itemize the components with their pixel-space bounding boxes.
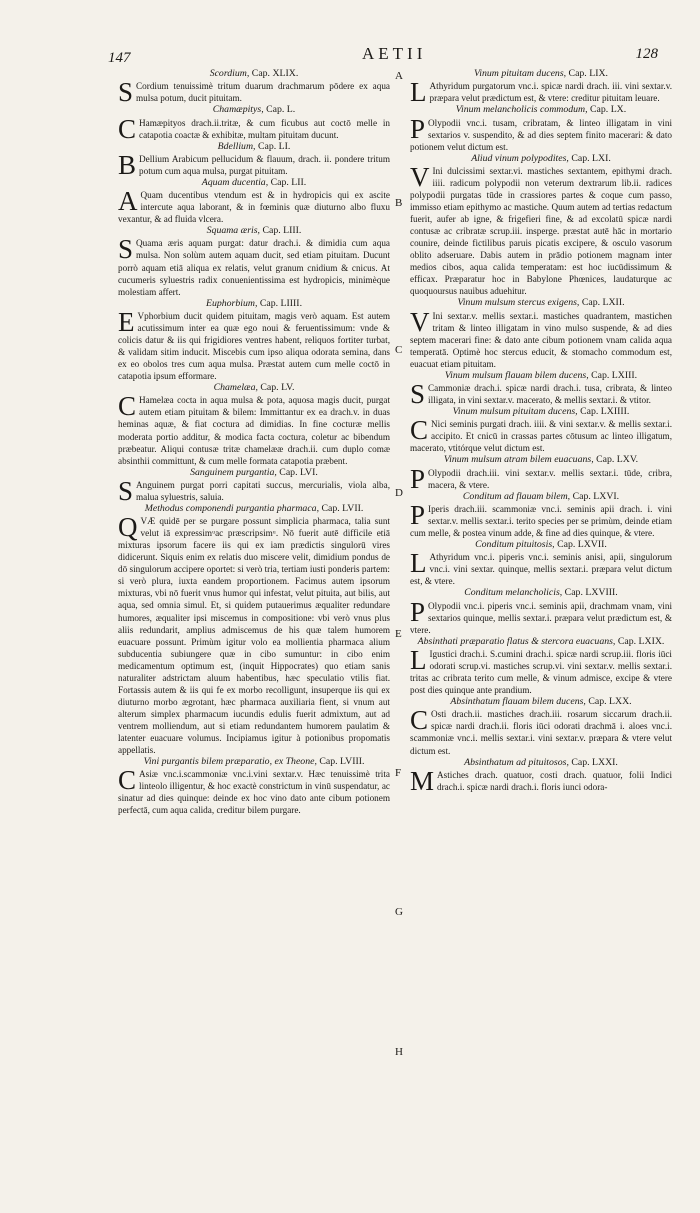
- chapter-heading: [118, 298, 390, 310]
- chapter-text: BDellium Arabicum pellucidum & flauum, drach. ii. pondere tritum potum cum aqua mulsa, purgat pituitam.: [118, 149, 390, 180]
- chapter-text: POlypodii drach.iii. vini sextar.v. mellis sextar.i. tūde, cribra, macera, & vtere.: [410, 463, 672, 494]
- margin-letter: C: [395, 344, 403, 356]
- chapter-section: [118, 104, 390, 144]
- chapter-section: [118, 466, 390, 506]
- running-title: AETII: [362, 44, 427, 63]
- chapter-title: Sanguinem purgantia,: [190, 466, 277, 478]
- chapter-section: [410, 406, 672, 454]
- chapter-number: Cap. LXI.: [571, 152, 611, 164]
- page-number-right: 128: [635, 46, 658, 62]
- chapter-section: [410, 297, 672, 369]
- chapter-section: [410, 104, 672, 152]
- chapter-title: Vinum pituitam ducens,: [474, 68, 567, 79]
- chapter-text: VIni dulcissimi sextar.vi. mastiches sextantem, epithymi drach. iiii. radicum polypodii non veterum dextrarum lib.ii. radices polypodii purgatas tūde in crassiores partes & coque cum passo, immisso etiam epithymo ac mastiche. Quum autem ad tertias redactum fuerit, aufer ab igne, & frigefieri fine, & ad excolatū spicæ nardi contusæ ac cribratæ scrup.iii. insperge. præstat autē hāc in mortario counire, deinde fictilibus paruis picatis excipere, & osculo vasorum oblito adseruare. Dabis autem in prādio potionem magnam inter medios cibos, aqua calida temperatam: est hoc iucūdissimum & efficax. Præparatur hoc in Babylone Phœnices, laudaturque ac quoquoursus nauibus aduehitur.: [410, 161, 672, 297]
- chapter-text: CNici seminis purgati drach. iiii. & vini sextar.v. & mellis sextar.i. accipito. Et cnicū in crassas partes cōtusum ac linteo illigatum, macerato, vtitórque velut dictum est.: [410, 415, 672, 454]
- chapter-section: [410, 756, 672, 796]
- chapter-section: [410, 454, 672, 494]
- chapter-heading: [410, 68, 672, 80]
- chapter-heading: [410, 104, 672, 116]
- chapter-section: [410, 696, 672, 756]
- chapter-heading: [118, 756, 390, 768]
- chapter-title: Absinthatum ad pituitosos,: [464, 756, 569, 768]
- chapter-title: Euphorbium,: [205, 297, 258, 309]
- chapter-number: Cap. LXIII.: [591, 369, 638, 381]
- page-number-left: 147: [108, 50, 131, 66]
- chapter-section: [118, 225, 390, 297]
- chapter-section: [118, 140, 390, 180]
- chapter-text: EVphorbium ducit quidem pituitam, magis verò aquam. Est autem acutissimum inter ea quæ ego noui & feruentissimum: vnde & colicis datur & iis qui frigidiores ventres habent, reliquos fortiter turbat, & validam sitim inducit. Miscebis cum ipso aliqua odorata semina, dans ex eo obolos tres cum aqua mulsa. Præstat autem cum melle coctō in catapotia ipsum efformare.: [118, 306, 390, 382]
- chapter-number: Cap. LXVII.: [557, 539, 607, 551]
- chapter-section: [118, 503, 390, 756]
- chapter-number: Cap. LII.: [270, 176, 307, 188]
- chapter-number: Cap. LVIII.: [319, 756, 365, 768]
- chapter-title: Conditum pituitosis,: [475, 539, 555, 551]
- margin-letter: B: [395, 197, 403, 209]
- chapter-text: POlypodii vnc.i. piperis vnc.i. seminis apii, drachmam vnam, vini sextarios quinque, mellis sextar.i. præpara velut prædictum est, & vtere.: [410, 596, 672, 635]
- chapter-section: [410, 369, 672, 409]
- margin-letter: F: [395, 767, 402, 779]
- chapter-heading: [118, 467, 390, 479]
- chapter-number: Cap. LVI.: [279, 466, 318, 478]
- chapter-title: Vinum mulsum flauam bilem ducens,: [444, 369, 589, 381]
- chapter-title: Vini purgantis bilem præparatio, ex Theone,: [143, 756, 317, 768]
- chapter-title: Bdellium,: [217, 140, 256, 152]
- margin-letter: D: [395, 487, 403, 499]
- chapter-number: Cap. LIX.: [568, 68, 608, 79]
- chapter-title: Vinum mulsum pituitam ducens,: [452, 406, 578, 418]
- chapter-title: Absinthatum flauam bilem ducens,: [450, 696, 586, 708]
- chapter-title: Vinum mulsum stercus exigens,: [457, 297, 580, 309]
- margin-letter: H: [395, 1046, 403, 1058]
- chapter-section: [410, 491, 672, 539]
- chapter-title: Absinthati præparatio flatus & stercora euacuans,: [417, 635, 616, 647]
- chapter-title: Squama æris,: [206, 225, 260, 237]
- chapter-text: LAthyridum purgatorum vnc.i. spicæ nardi drach. iii. vini sextar.v. præpara velut prædictum est, & vtere: creditur pituitam leuare.: [410, 77, 672, 108]
- margin-letter: G: [395, 906, 403, 918]
- chapter-section: [410, 636, 672, 696]
- chapter-text: SQuama æris aquam purgat: datur drach.i. & dimidia cum aqua mulsa. Non solùm autem aquam ducit, sed etiam pituitam. Ducunt porrò aquam etiā aliqua ex relatis, velut granum cnidium & cnicus. At cucumeris syluestris radix conuenientissima est hydropicis, minimèque molestiam affert.: [118, 234, 390, 297]
- chapter-heading: [410, 696, 672, 708]
- chapter-title: Conditum ad flauam bilem,: [462, 490, 571, 502]
- chapter-text: SCordium tenuissimè tritum duarum drachmarum pōdere ex aqua mulsa potum, ducit pituitam.: [118, 77, 390, 108]
- chapter-number: Cap. LV.: [260, 382, 295, 394]
- chapter-text: MAstiches drach. quatuor, costi drach. quatuor, folii Indici drach.i. spicæ nardi drach.i. floris iunci odora-: [410, 765, 672, 796]
- chapter-number: Cap. LXII.: [581, 297, 625, 309]
- chapter-text: LIgustici drach.i. S.cumini drach.i. spicæ nardi scrup.iii. floris iūci odorati scrup.vi. mastiches scrup.vi. vini sextar.v. mellis sextar.i. tritas ac cribrata terito cum melle, & vinum admisce, excipe & vtere post dies quinque ante prandium.: [410, 644, 672, 696]
- chapter-text: CHamelæa cocta in aqua mulsa & pota, aquosa magis ducit, purgat autem etiam pituitam & bilem: Immittantur ex ea drach.v. in duas heminas aquæ, & fiat coctura ad dimidias. In fine cocturæ mellis moderata portio additur, & modica facta coctura, coletur ac bibendum præbeatur. Aliqui contusæ tritæ chamelææ drach.ii. cum duplo comæ absinthii committunt, & cum melle formata catapotia præbent.: [118, 391, 390, 466]
- chapter-heading: [118, 225, 390, 237]
- chapter-text: CHamæpityos drach.ii.tritæ, & cum ficubus aut coctō melle in catapotia coactæ & exhibitæ, multam pituitam ducunt.: [118, 113, 390, 144]
- chapter-text: QVÆ quidē per se purgare possunt simplicia pharmaca, talia sunt velut iā expressimᵘac præscripsimᵘ. Nō fuerit autē difficile etiā mixturas ipsorum facere iis qui ex iam prædictis singulorū vires didicerunt. Siquis enim ex relatis duo miscere velit, dimidium pondus de dō singulorum accipere oportet: si verò tria, tertiam iusti ponderis partem: si verò plura, iuxta eandem proportionem. Facimus autem ipsorum mixturas, vbi nō fuerit vnus humor qui infestat, velut pituita, aut bilis, aut aqua, sed omnia simul. Et, si quidem putauerimus æqualiter redundare humores, æqualiter ipsi miscemus in compositione: vbi verò vnus plus aliis redundarit, amplius admiscemus de his quæ talem humorem euacuare possunt. Primùm igitur volo ea mollientia pharmaca alium subducentia subiungere quæ in cibo sumuntur: in cibo enim medicamentum optimum est, (inquit Hippocrates) quo etiam sanis naturaliter adstrictam aluum habentibus, hæc speculatio vtilis fiat. Fortassis autem & iis qui fe ex morbo recolligunt, insuperque iis qui ex diuturno morbo ægrotant, hæc pharmaca auxiliaria fient, si vnum aut alterum simplex pharmacum iucundis edulis fuerit admixtum, aut ad ventrem molliendum, aut si etiam redundantem humorem paulatim & latenter euacuare volumus. Incipiamus igitur à potionibus propomatis appellatis.: [118, 512, 390, 756]
- chapter-title: Scordium,: [209, 68, 250, 79]
- chapter-number: Cap. XLIX.: [251, 68, 299, 79]
- chapter-number: Cap. LIIII.: [259, 297, 303, 309]
- chapter-section: [410, 153, 672, 298]
- chapter-heading: [410, 491, 672, 503]
- chapter-number: Cap. LI.: [257, 140, 291, 152]
- left-column: [118, 68, 390, 816]
- chapter-text: SCammoniæ drach.i. spicæ nardi drach.i. tusa, cribrata, & linteo illigata, in vini sextar.v. macerato, & mellis sextar.i. & vtitor.: [410, 379, 672, 409]
- chapter-text: CAsiæ vnc.i.scammoniæ vnc.i.vini sextar.v. Hæc tenuissimè trita linteolo illigentur, & hoc exactè constrictum in vinū suspendatur, ac sinatur ad dies quinque: deinde ex hoc vino dato ante cibum potionem perfectā, cum aqua calida, creditur bilem purgare.: [118, 765, 390, 816]
- chapter-number: Cap. LX.: [590, 104, 627, 116]
- chapter-heading: [410, 757, 672, 769]
- chapter-heading: [118, 382, 390, 394]
- chapter-title: Vinum mulsum atram bilem euacuans,: [443, 454, 594, 466]
- chapter-title: Methodus componendi purgantia pharmaca,: [144, 502, 320, 514]
- chapter-number: Cap. LXIX.: [617, 635, 665, 647]
- chapter-number: Cap. LXVI.: [572, 490, 620, 502]
- chapter-number: Cap. LXXI.: [571, 756, 618, 768]
- chapter-heading: [410, 406, 672, 418]
- chapter-title: Vinum melancholicis commodum,: [455, 104, 588, 116]
- chapter-title: Aquam ducentia,: [201, 176, 269, 188]
- chapter-text: AQuam ducentibus vtendum est & in hydropicis qui ex ascite intercute aqua laborant, & in fœminis quæ diuturno albo fluxu vexantur, & ad fluida vlcera.: [118, 186, 390, 225]
- chapter-title: Chamæpitys,: [212, 104, 264, 116]
- chapter-heading: [410, 636, 672, 648]
- chapter-title: Aliud vinum polypodites,: [471, 152, 569, 164]
- chapter-heading: [118, 68, 390, 80]
- chapter-section: [118, 298, 390, 382]
- chapter-title: Conditum melancholicis,: [464, 587, 563, 599]
- chapter-heading: [118, 104, 390, 116]
- chapter-heading: [118, 141, 390, 153]
- chapter-text: COsti drach.ii. mastiches drach.iii. rosarum siccarum drach.ii. spicæ nardi drach.ii. floris iūci odorati drachmā i. aloes vnc.i. scammoniæ vnc.i. mellis sextar.i. vini sextar.v. præpara & vtere velut dictum est.: [410, 705, 672, 756]
- chapter-section: [118, 177, 390, 225]
- chapter-number: Cap. L.: [266, 104, 296, 116]
- chapter-section: [118, 68, 390, 108]
- margin-letter: E: [395, 628, 402, 640]
- chapter-section: [118, 756, 390, 816]
- margin-letter: A: [395, 70, 403, 82]
- chapter-text: PIperis drach.iii. scammoniæ vnc.i. seminis apii drach. i. vini sextar.v. mellis sextar.i. terito species per se primùm, deinde etiam cum melle, & postea vinum adde, & fine ad dies quinque, & vtere.: [410, 499, 672, 539]
- chapter-heading: [410, 454, 672, 466]
- right-column: [410, 68, 672, 796]
- chapter-number: Cap. LXIIII.: [580, 406, 630, 418]
- chapter-text: VIni sextar.v. mellis sextar.i. mastiches quadrantem, mastichen tritam & linteo illigatam in vino mulso suspende, & ad dies septem macerari fine: & dato ante cibum potionem vnam calida aqua temperatā. Optimè hoc stercus educit, & stomacho commodum est, euacuat etiam pituitam.: [410, 306, 672, 369]
- chapter-number: Cap. LXV.: [596, 454, 639, 466]
- chapter-heading: [410, 539, 672, 551]
- chapter-section: [118, 382, 390, 466]
- running-head: [0, 44, 700, 68]
- chapter-number: Cap. LVII.: [321, 502, 364, 514]
- chapter-section: [410, 539, 672, 587]
- chapter-text: LAthyridum vnc.i. piperis vnc.i. seminis anisi, apii, singulorum vnc.i. vini sextar. quinque, mellis sextar.i. præpara velut dictum est, & vtere.: [410, 548, 672, 587]
- chapter-number: Cap. LXVIII.: [564, 587, 618, 599]
- chapter-section: [410, 587, 672, 635]
- chapter-heading: [410, 587, 672, 599]
- chapter-text: SAnguinem purgat porri capitati succus, mercurialis, viola alba, malua syluestris, saluia.: [118, 475, 390, 506]
- chapter-heading: [410, 153, 672, 165]
- chapter-heading: [118, 503, 390, 515]
- chapter-section: [410, 68, 672, 108]
- chapter-number: Cap. LXX.: [588, 696, 632, 708]
- chapter-heading: [410, 370, 672, 382]
- chapter-number: Cap. LIII.: [262, 225, 302, 237]
- chapter-text: POlypodii vnc.i. tusam, cribratam, & linteo illigatam in vini sextarios v. suspendito, & ad dies septem finito macerari: & dato potionem velut dictum est.: [410, 113, 672, 152]
- chapter-heading: [410, 297, 672, 309]
- chapter-title: Chamelæa,: [213, 382, 258, 394]
- chapter-heading: [118, 177, 390, 189]
